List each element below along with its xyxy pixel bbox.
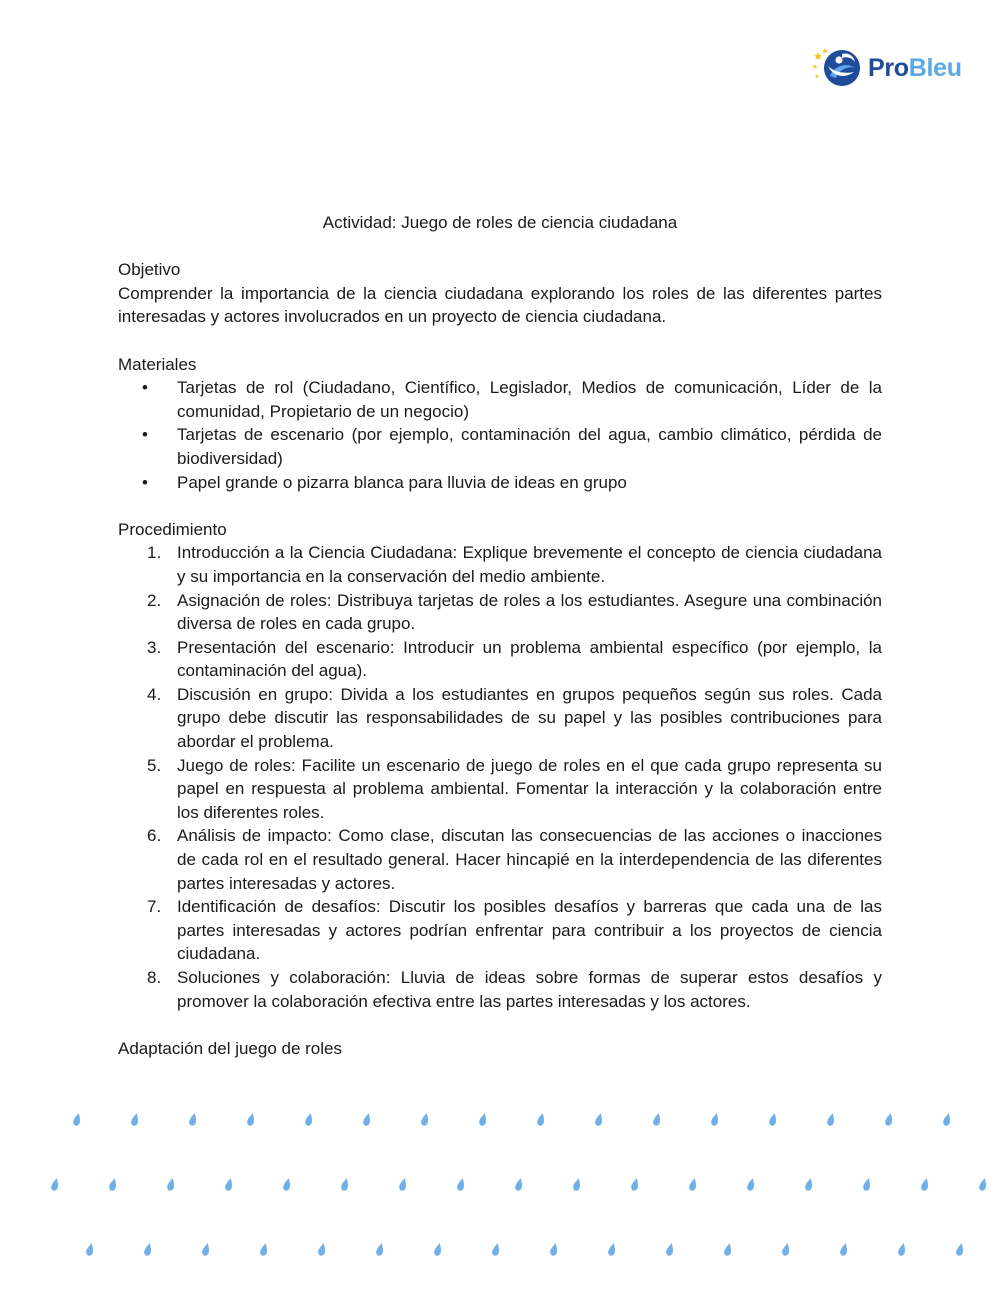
water-drop-icon bbox=[942, 1112, 952, 1126]
water-drop-icon bbox=[188, 1112, 198, 1126]
water-drop-icon bbox=[72, 1112, 82, 1126]
water-drop-icon bbox=[362, 1112, 372, 1126]
water-drop-icon bbox=[398, 1177, 408, 1191]
water-drop-icon bbox=[607, 1242, 617, 1256]
logo-wordmark: ProBleu bbox=[868, 53, 962, 82]
water-drop-icon bbox=[304, 1112, 314, 1126]
bullet-icon: • bbox=[142, 425, 148, 445]
water-drop-icon bbox=[491, 1242, 501, 1256]
list-item: • Papel grande o pizarra blanca para lluvia de ideas en grupo bbox=[118, 471, 882, 495]
water-drop-icon bbox=[224, 1177, 234, 1191]
water-drop-icon bbox=[897, 1242, 907, 1256]
step-number: 1. bbox=[147, 543, 162, 563]
procedure-list bbox=[118, 541, 882, 1013]
water-drop-icon bbox=[862, 1177, 872, 1191]
water-drop-icon bbox=[630, 1177, 640, 1191]
list-item: • Tarjetas de rol (Ciudadano, Científico, Legislador, Medios de comunicación, Líder de la comunidad, Propietario de un negocio) bbox=[142, 378, 882, 421]
list-item: 6. Análisis de impacto: Como clase, discutan las consecuencias de las acciones o inacciones de cada rol en el resultado general. Hacer hincapié en la interdependencia de las diferentes partes interesadas y actores. bbox=[147, 826, 882, 893]
water-drop-icon bbox=[201, 1242, 211, 1256]
bullet-icon: • bbox=[142, 472, 148, 492]
water-drop-icon bbox=[514, 1177, 524, 1191]
document-body bbox=[118, 211, 882, 1060]
water-drop-icon bbox=[723, 1242, 733, 1256]
water-drop-icon bbox=[259, 1242, 269, 1256]
materials-list bbox=[118, 376, 882, 494]
probleu-emblem-icon bbox=[812, 46, 862, 90]
procedure-heading: Procedimiento bbox=[118, 519, 227, 539]
water-drop-icon bbox=[108, 1177, 118, 1191]
water-drop-icon bbox=[143, 1242, 153, 1256]
water-drop-icon bbox=[375, 1242, 385, 1256]
water-drop-icon bbox=[978, 1177, 988, 1191]
step-number: 5. bbox=[147, 755, 162, 775]
materials-heading: Materiales bbox=[118, 354, 197, 374]
water-drop-icon bbox=[955, 1242, 965, 1256]
water-drop-icon bbox=[50, 1177, 60, 1191]
water-drop-icon bbox=[420, 1112, 430, 1126]
water-drop-icon bbox=[282, 1177, 292, 1191]
water-drop-icon bbox=[572, 1177, 582, 1191]
list-item: • Tarjetas de escenario (por ejemplo, contaminación del agua, cambio climático, pérdida de biodiversidad) bbox=[142, 425, 882, 468]
list-item: 7. Identificación de desafíos: Discutir los posibles desafíos y barreras que cada una de las partes interesadas y actores podrían enfrentar para contribuir a los proyectos de ciencia ciudadana. bbox=[147, 897, 882, 964]
water-drop-icon bbox=[85, 1242, 95, 1256]
list-item: 8. Soluciones y colaboración: Lluvia de ideas sobre formas de superar estos desafíos y promover la colaboración efectiva entre las partes interesadas y los actores. bbox=[147, 968, 882, 1011]
list-item: 1. Introducción a la Ciencia Ciudadana: Explique brevemente el concepto de ciencia ciudadana y su importancia en la conservación del medio ambiente. bbox=[147, 543, 882, 586]
water-drop-icon bbox=[340, 1177, 350, 1191]
water-drop-icon bbox=[884, 1112, 894, 1126]
objective-text: Comprender la importancia de la ciencia ciudadana explorando los roles de las diferentes partes interesadas y actores involucrados en un proyecto de ciencia ciudadana. bbox=[118, 283, 882, 327]
water-drop-icon bbox=[166, 1177, 176, 1191]
step-number: 8. bbox=[147, 968, 162, 987]
step-number: 2. bbox=[147, 590, 162, 610]
bullet-icon: • bbox=[142, 378, 148, 398]
decorative-drops bbox=[0, 1100, 1000, 1270]
water-drop-icon bbox=[920, 1177, 930, 1191]
water-drop-icon bbox=[594, 1112, 604, 1126]
water-drop-icon bbox=[710, 1112, 720, 1126]
water-drop-icon bbox=[652, 1112, 662, 1126]
page-title: Actividad: Juego de roles de ciencia ciudadana bbox=[322, 213, 678, 232]
list-item: 3. Presentación del escenario: Introducir un problema ambiental específico (por ejemplo, la contaminación del agua). bbox=[147, 637, 882, 681]
water-drop-icon bbox=[536, 1112, 546, 1126]
water-drop-icon bbox=[804, 1177, 814, 1191]
water-drop-icon bbox=[688, 1177, 698, 1191]
water-drop-icon bbox=[456, 1177, 466, 1191]
step-number: 3. bbox=[147, 637, 162, 657]
water-drop-icon bbox=[781, 1242, 791, 1256]
step-number: 4. bbox=[147, 684, 162, 704]
step-number: 7. bbox=[147, 897, 162, 917]
adaptation-heading: Adaptación del juego de roles bbox=[118, 1038, 342, 1058]
list-item: 5. Juego de roles: Facilite un escenario de juego de roles en el que cada grupo representa su papel en respuesta al problema ambiental. Fomentar la interacción y la colaboración entre los diferentes roles. bbox=[147, 755, 882, 822]
water-drop-icon bbox=[433, 1242, 443, 1256]
water-drop-icon bbox=[839, 1242, 849, 1256]
water-drop-icon bbox=[246, 1112, 256, 1126]
water-drop-icon bbox=[130, 1112, 140, 1126]
water-drop-icon bbox=[746, 1177, 756, 1191]
water-drop-icon bbox=[549, 1242, 559, 1256]
probleu-logo bbox=[812, 46, 962, 90]
water-drop-icon bbox=[768, 1112, 778, 1126]
step-number: 6. bbox=[147, 826, 162, 846]
water-drop-icon bbox=[317, 1242, 327, 1256]
list-item: 4. Discusión en grupo: Divida a los estudiantes en grupos pequeños según sus roles. Cada grupo debe discutir las responsabilidades de su papel y las posibles contribuciones para abordar el problema. bbox=[147, 684, 882, 752]
water-drop-icon bbox=[665, 1242, 675, 1256]
objective-heading: Objetivo bbox=[118, 260, 181, 280]
water-drop-icon bbox=[826, 1112, 836, 1126]
list-item: 2. Asignación de roles: Distribuya tarjetas de roles a los estudiantes. Asegure una combinación diversa de roles en cada grupo. bbox=[147, 590, 882, 634]
water-drop-icon bbox=[478, 1112, 488, 1126]
